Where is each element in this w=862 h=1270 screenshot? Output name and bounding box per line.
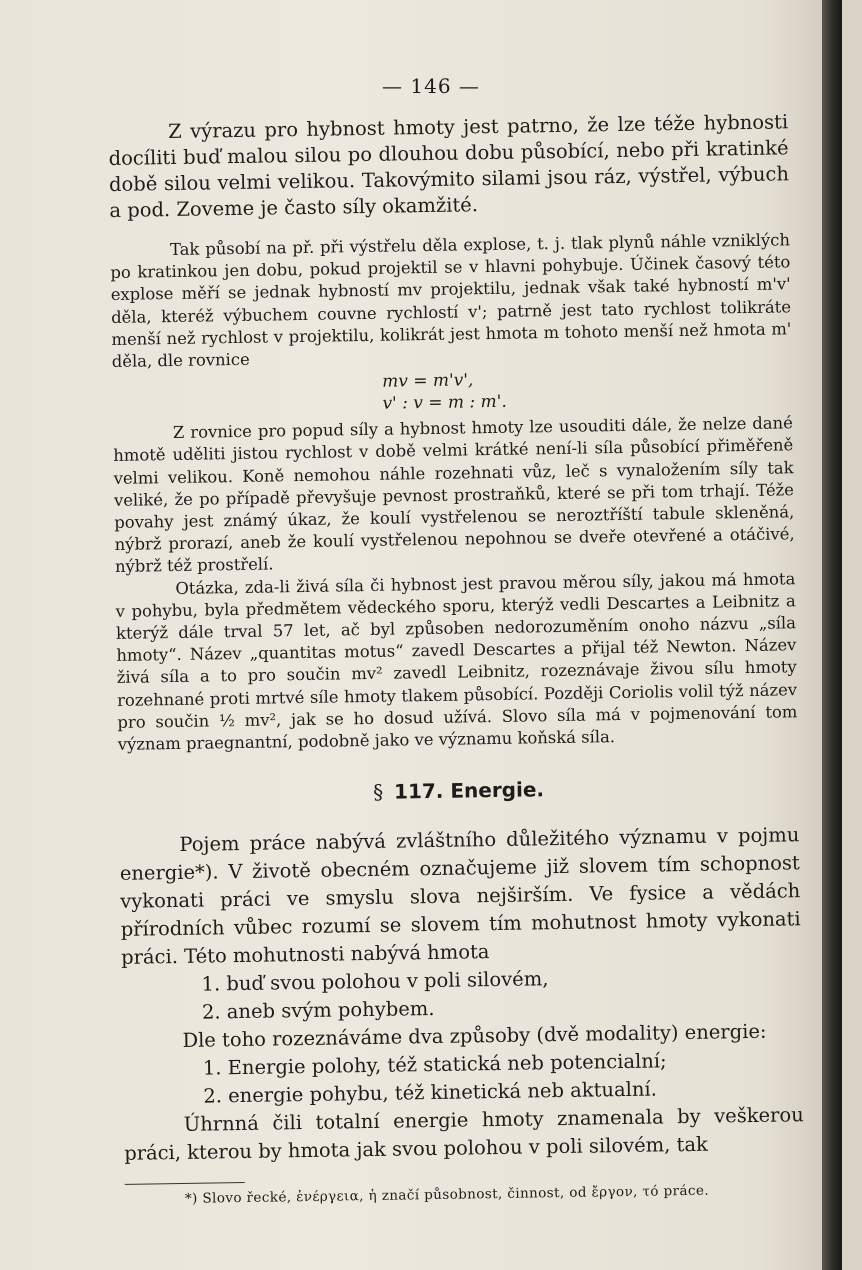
total-energy-paragraph: Úhrnná čili totalní energie hmoty znamenala by veškerou práci, kterou by hmota jak svou polohou v poli silovém, tak (124, 1103, 804, 1166)
section-title: 117. Energie. (393, 777, 545, 804)
list-item: 1. buď svou polohou v poli silovém, (201, 967, 549, 996)
section-heading (118, 774, 798, 809)
energy-paragraph: Pojem práce nabývá zvláštního důležitého významu v pojmu energie*). V životě obecném označujeme již slovem tím schopnost vykonati práci ve smyslu slova nejširším. Ve fysice a vědách přírodních vůbec rozumí se slovem tím mohutnost hmoty vykonati práci. Této mohutnosti nabývá hmota (119, 823, 801, 970)
footnote: *) Slovo řecké, ἐνέργεια, ἡ značí působnost, činnost, od ἔργον, τό práce. (184, 1182, 710, 1208)
modalities-intro: Dle toho rozeznáváme dva způsoby (dvě modality) energie: (182, 1020, 767, 1053)
list-item: 1. Energie polohy, též statická neb potencialní; (202, 1049, 667, 1080)
section-symbol: § (372, 780, 384, 805)
footnote-rule (125, 1182, 245, 1185)
intro-paragraph: Z výrazu pro hybnost hmoty jest patrno, že lze téže hybnosti docíliti buď malou silou po dlouhou dobu působící, nebo při kratinké době silou velmi velikou. Takovýmito silami jsou ráz, výstřel, výbuch a pod. Zoveme je často síly okamžité. (108, 110, 790, 222)
equation-1: mv = m'v', (381, 370, 474, 392)
list-item: 2. aneb svým pohybem. (201, 997, 435, 1024)
impulse-paragraph: Z rovnice pro popud síly a hybnost hmoty lze usouditi dále, že nelze dané hmotě uděliti jistou rychlost v době velmi krátké není-li síla působící přiměřeně velmi velikou. Koně nemohou náhle rozehnati vůz, leč s vynaložením síly tak veliké, že po případě převyšuje pevnost prostraňků, které se při tom trhají. Téže povahy jest známý úkaz, že koulí vystřelenou se neroztříští tabule skleněná, nýbrž prorazí, aneb že koulí vystřelenou nepohnou se dveře otevřené a otáčivé, nýbrž též prostřelí. (113, 413, 795, 577)
page-body (108, 109, 805, 1209)
momentum-equations (112, 365, 793, 420)
history-paragraph: Otázka, zda-li živá síla či hybnost jest pravou měrou síly, jakou má hmota v pohybu, byla předmětem vědeckého sporu, kterýž vedli Descartes a Leibnitz a kterýž dále trval 57 let, ač byl způsoben nedorozuměním onoho názvu „síla hmoty“. Název „quantitas motus“ zavedl Descartes a přijal též Newton. Název živá síla a to pro součin mv² zavedl Leibnitz, rozeznávaje živou sílu hmoty rozehnané proti mrtvé síle hmoty tlakem působící. Později Coriolis volil týž název pro součin ½ mv², jak se ho dosud užívá. Slovo síla má v pojmenování tom význam praegnantní, podobně jako ve významu koňská síla. (115, 568, 798, 754)
book-spine-shadow (822, 0, 842, 1270)
explosion-paragraph: Tak působí na př. při výstřelu děla explose, t. j. tlak plynů náhle vzniklých po kratinkou jen dobu, pokud projektil se v hlavni pohybuje. Účinek časový této explose měří se jednak hybností mv projektilu, jednak však také hybností m'v' děla, kteréž výbuchem couvne rychlostí v'; patrně jest tato rychlost tolikráte menší než rychlost v projektilu, kolikrát jest hmota m tohoto menší než hmota m' děla, dle rovnice (110, 230, 792, 371)
equation-2: v' : v = m : m'. (382, 391, 507, 414)
list-item: 2. energie pohybu, též kinetická neb aktualní. (203, 1077, 658, 1108)
page-number: — 146 — (382, 74, 480, 98)
